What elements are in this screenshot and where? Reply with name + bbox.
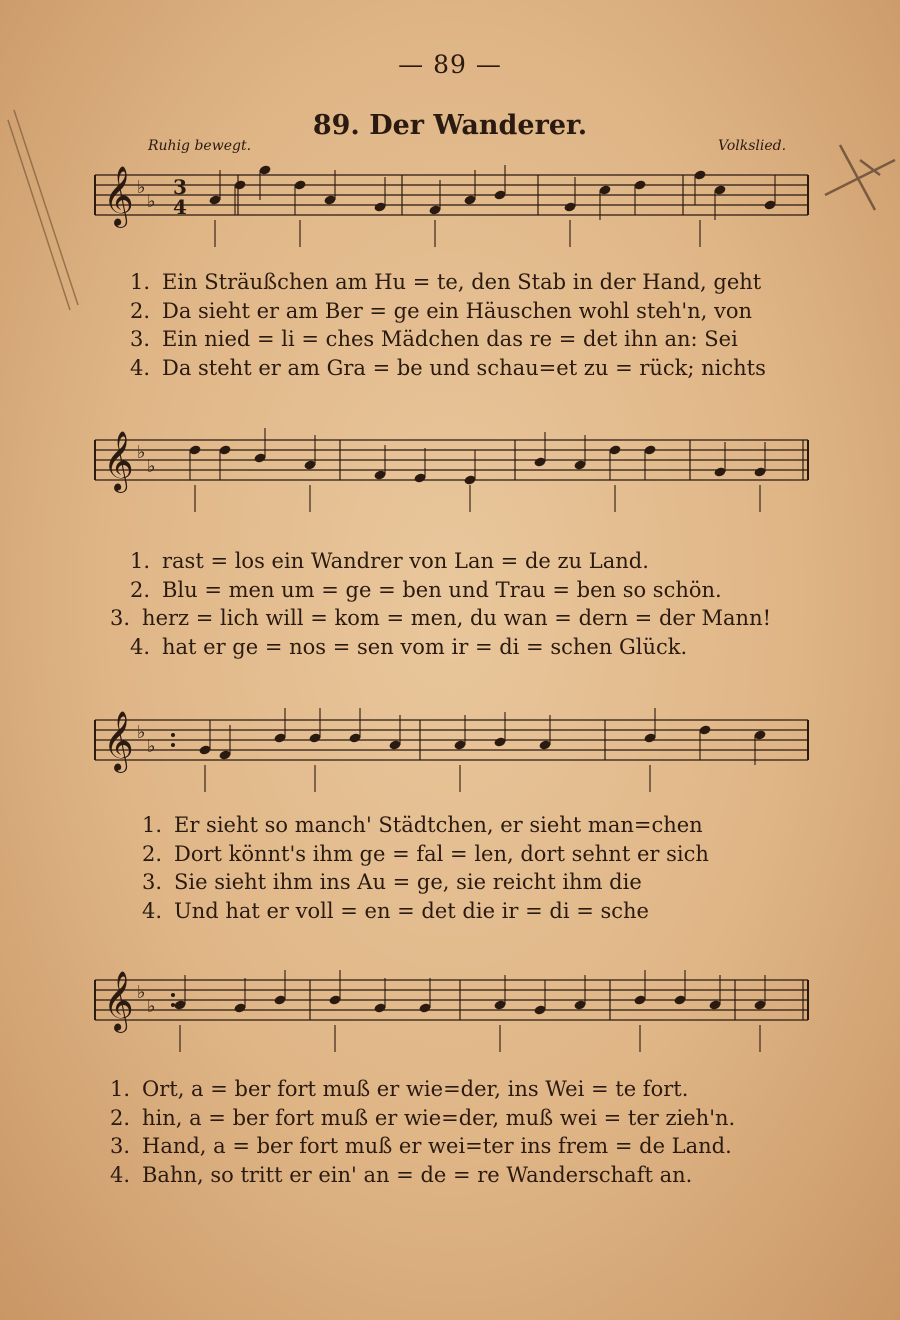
lyric-line	[110, 354, 800, 383]
verse-number: 2.	[141, 841, 162, 866]
lyric-line	[90, 1075, 810, 1104]
repeat-dot	[171, 1003, 175, 1007]
verse-text: Er sieht so manch' Städtchen, er sieht man=chen	[174, 813, 703, 837]
lyric-line	[90, 1104, 810, 1133]
verse-text: herz = lich will = kom = men, du wan = dern = der Mann!	[142, 606, 772, 630]
repeat-dot	[171, 743, 175, 747]
verse-number: 3.	[129, 327, 150, 351]
verse-text: Da sieht er am Ber = ge ein Häuschen wohl steh'n, von	[162, 298, 753, 323]
lyric-line	[90, 1132, 810, 1161]
flat-icon: ♭	[137, 722, 146, 743]
time-signature-top: 3	[173, 175, 187, 199]
lyric-line	[110, 547, 770, 576]
pencil-mark-left	[0, 80, 100, 320]
verse-text: Dort könnt's ihm ge = fal = len, dort sehnt er sich	[174, 841, 709, 866]
tempo-marking: Ruhig bewegt.	[148, 138, 252, 154]
verse-number: 4.	[109, 1162, 130, 1187]
verse-text: Da steht er am Gra = be und schau=et zu = rück; nichts	[162, 355, 766, 380]
verse-text: hin, a = ber fort muß er wie=der, muß wei = ter zieh'n.	[142, 1105, 736, 1130]
verse-text: hat er ge = nos = sen vom ir = di = schen Glück.	[162, 634, 688, 659]
verse-text: Bahn, so tritt er ein' an = de = re Wanderschaft an.	[142, 1162, 693, 1187]
verse-number: 2.	[129, 298, 150, 323]
verse-text: Blu = men um = ge = ben und Trau = ben so schön.	[162, 577, 722, 602]
lyric-line	[110, 604, 770, 633]
verse-text: Sie sieht ihm ins Au = ge, sie reicht ihm die	[174, 870, 642, 894]
verse-number: 4.	[129, 634, 150, 659]
verse-number: 3.	[109, 1134, 130, 1158]
page-number: — 89 —	[398, 50, 502, 79]
verse-number: 1.	[109, 1077, 130, 1101]
verse-text: Ein Sträußchen am Hu = te, den Stab in der Hand, geht	[162, 270, 762, 294]
staff-system-4	[0, 950, 900, 1080]
lyric-line	[122, 897, 784, 926]
verse-text: rast = los ein Wandrer von Lan = de zu Land.	[162, 549, 649, 573]
verse-text: Ort, a = ber fort muß er wie=der, ins Wei = te fort.	[142, 1077, 689, 1101]
staff-system-2	[0, 410, 900, 540]
treble-clef-icon: 𝄞	[103, 711, 134, 771]
verse-number: 2.	[129, 577, 150, 602]
flat-icon: ♭	[147, 191, 156, 212]
song-title: 89. Der Wanderer.	[312, 110, 588, 141]
lyric-line	[122, 868, 784, 897]
lyric-line	[110, 576, 770, 605]
verse-number: 4.	[129, 355, 150, 380]
lyric-line	[110, 297, 800, 326]
verse-number: 1.	[129, 270, 150, 294]
repeat-dot	[171, 733, 175, 737]
genre-marking: Volkslied.	[718, 138, 787, 154]
lyric-line	[110, 325, 800, 354]
treble-clef-icon: 𝄞	[103, 166, 134, 226]
lyric-line	[110, 633, 770, 662]
lyrics-block-4	[90, 1075, 810, 1189]
lyrics-block-2	[110, 547, 770, 661]
verse-number: 1.	[129, 549, 150, 573]
verse-number: 2.	[109, 1105, 130, 1130]
repeat-dot	[171, 993, 175, 997]
verse-number: 4.	[141, 898, 162, 923]
staff-system-3	[0, 690, 900, 820]
pencil-mark-right	[820, 140, 900, 220]
lyric-line	[90, 1161, 810, 1190]
lyric-line	[110, 268, 800, 297]
verse-number: 3.	[110, 606, 131, 630]
flat-icon: ♭	[137, 982, 146, 1003]
flat-icon: ♭	[137, 442, 146, 463]
verse-number: 3.	[141, 870, 162, 894]
verse-text: Ein nied = li = ches Mädchen das re = det ihn an: Sei	[162, 327, 738, 351]
lyric-line	[122, 811, 784, 840]
lyric-line	[122, 840, 784, 869]
treble-clef-icon: 𝄞	[103, 431, 134, 491]
staff-system-1	[0, 145, 900, 275]
lyrics-block-1	[110, 268, 800, 382]
time-signature-bottom: 4	[173, 195, 187, 219]
verse-text: Hand, a = ber fort muß er wei=ter ins frem = de Land.	[142, 1134, 732, 1158]
flat-icon: ♭	[137, 177, 146, 198]
treble-clef-icon: 𝄞	[103, 971, 134, 1031]
lyrics-block-3	[122, 811, 784, 925]
verse-number: 1.	[141, 813, 162, 837]
verse-text: Und hat er voll = en = det die ir = di = sche	[174, 898, 649, 923]
flat-icon: ♭	[147, 456, 156, 477]
flat-icon: ♭	[147, 996, 156, 1017]
flat-icon: ♭	[147, 736, 156, 757]
